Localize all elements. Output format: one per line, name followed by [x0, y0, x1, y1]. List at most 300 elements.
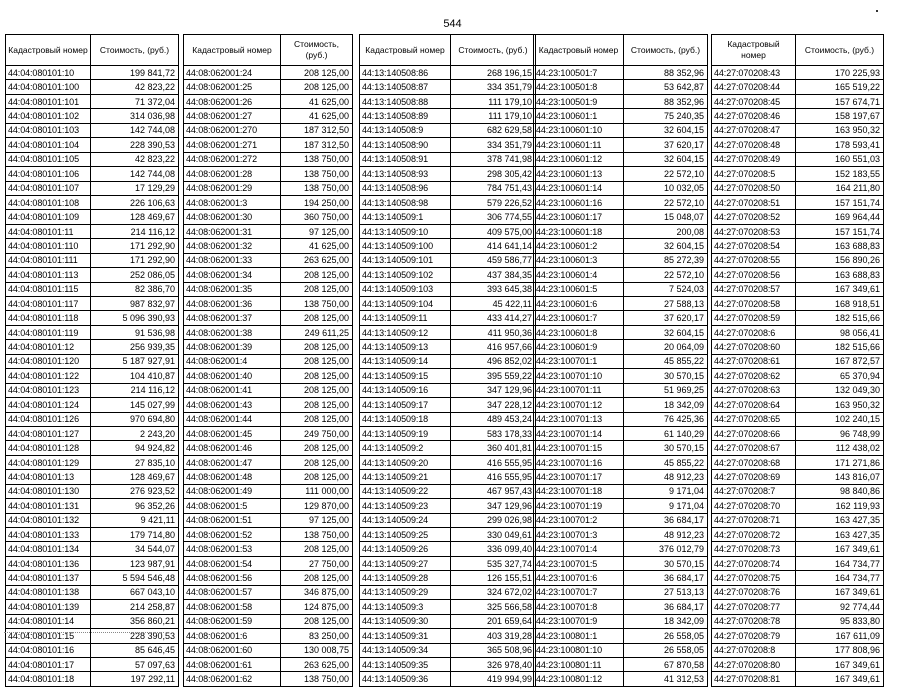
cadastral-number-cell: 44:27:070208:49: [712, 152, 796, 166]
cost-cell: 128 469,67: [91, 210, 179, 224]
cost-cell: 268 196,15: [451, 66, 536, 80]
cost-cell: 5 187 927,91: [91, 354, 179, 368]
cadastral-number-cell: 44:23:100601:13: [534, 167, 624, 181]
cost-cell: 71 372,04: [91, 94, 179, 108]
cadastral-number-cell: 44:08:062001:6: [184, 629, 281, 643]
table-row: [712, 426, 884, 440]
cadastral-number-cell: 44:27:070208:71: [712, 513, 796, 527]
cadastral-number-cell: 44:27:070208:76: [712, 585, 796, 599]
table-row: [534, 311, 708, 325]
cadastral-number-cell: 44:08:062001:26: [184, 94, 281, 108]
cadastral-number-cell: 44:04:080101:100: [6, 80, 91, 94]
table-row: [712, 585, 884, 599]
cadastral-number-cell: 44:27:070208:48: [712, 138, 796, 152]
cadastral-number-cell: 44:13:140508:90: [360, 138, 451, 152]
table-row: [712, 571, 884, 585]
cadastral-number-cell: 44:04:080101:102: [6, 109, 91, 123]
cost-cell: 26 558,05: [624, 643, 708, 657]
cost-cell: 334 351,79: [451, 80, 536, 94]
cadastral-number-cell: 44:13:140509:23: [360, 499, 451, 513]
cost-cell: 208 125,00: [281, 354, 353, 368]
table-row: [184, 66, 353, 80]
table-row: [534, 297, 708, 311]
cost-cell: 22 572,10: [624, 268, 708, 282]
table-row: [184, 181, 353, 195]
cost-cell: 112 438,02: [796, 441, 884, 455]
cadastral-number-cell: 44:08:062001:36: [184, 297, 281, 311]
table-row: [184, 470, 353, 484]
table-row: [360, 585, 536, 599]
cost-cell: 96 352,26: [91, 499, 179, 513]
cadastral-number-cell: 44:13:140509:29: [360, 585, 451, 599]
cost-cell: 395 559,22: [451, 369, 536, 383]
cadastral-number-cell: 44:23:100701:8: [534, 600, 624, 614]
header-cadastral-number: Кадастровый номер: [6, 35, 91, 66]
cadastral-number-cell: 44:13:140509:35: [360, 657, 451, 671]
cadastral-number-cell: 44:13:140509:17: [360, 398, 451, 412]
cost-cell: 27 513,13: [624, 585, 708, 599]
table-row: [6, 66, 179, 80]
cost-cell: 347 129,96: [451, 383, 536, 397]
cost-cell: 330 049,61: [451, 528, 536, 542]
cost-cell: 199 841,72: [91, 66, 179, 80]
table-row: [534, 470, 708, 484]
cost-cell: 393 645,38: [451, 282, 536, 296]
table-row: [184, 268, 353, 282]
cadastral-number-cell: 44:04:080101:10: [6, 66, 91, 80]
table-row: [184, 614, 353, 628]
cadastral-number-cell: 44:23:100601:7: [534, 311, 624, 325]
cadastral-number-cell: 44:13:140509:18: [360, 412, 451, 426]
cost-cell: 208 125,00: [281, 542, 353, 556]
table-row: [360, 528, 536, 542]
cadastral-number-cell: 44:27:070208:63: [712, 383, 796, 397]
table-row: [6, 528, 179, 542]
cost-cell: 157 674,71: [796, 94, 884, 108]
cost-cell: 226 106,63: [91, 195, 179, 209]
table-row: [360, 123, 536, 137]
table-row: [360, 109, 536, 123]
cost-cell: 167 611,09: [796, 629, 884, 643]
table-row: [6, 600, 179, 614]
cost-cell: 467 957,43: [451, 484, 536, 498]
table-row: [712, 340, 884, 354]
cadastral-number-cell: 44:23:100801:12: [534, 672, 624, 686]
table-row: [534, 441, 708, 455]
table-row: [712, 253, 884, 267]
cost-cell: 263 625,00: [281, 253, 353, 267]
cost-cell: 306 774,55: [451, 210, 536, 224]
cadastral-number-cell: 44:13:140509:28: [360, 571, 451, 585]
cadastral-number-cell: 44:08:062001:52: [184, 528, 281, 542]
table-row: [360, 94, 536, 108]
cost-cell: 208 125,00: [281, 340, 353, 354]
cadastral-number-cell: 44:04:080101:111: [6, 253, 91, 267]
table-row: [360, 657, 536, 671]
cadastral-number-cell: 44:27:070208:47: [712, 123, 796, 137]
table-row: [712, 224, 884, 238]
header-cost: Стоимость, (руб.): [451, 35, 536, 66]
table-row: [712, 66, 884, 80]
cost-cell: 36 684,17: [624, 571, 708, 585]
cost-cell: 214 116,12: [91, 383, 179, 397]
cost-cell: 22 572,10: [624, 195, 708, 209]
cost-cell: 138 750,00: [281, 528, 353, 542]
cadastral-number-cell: 44:08:062001:31: [184, 224, 281, 238]
table-row: [184, 354, 353, 368]
cadastral-number-cell: 44:23:100601:4: [534, 268, 624, 282]
table-row: [184, 398, 353, 412]
cadastral-number-cell: 44:08:062001:49: [184, 484, 281, 498]
cadastral-number-cell: 44:13:140509:14: [360, 354, 451, 368]
table-row: [712, 455, 884, 469]
cost-cell: 32 604,15: [624, 325, 708, 339]
cost-cell: 414 641,14: [451, 239, 536, 253]
cost-cell: 163 427,35: [796, 528, 884, 542]
cost-cell: 249 750,00: [281, 426, 353, 440]
cadastral-number-cell: 44:08:062001:272: [184, 152, 281, 166]
cadastral-number-cell: 44:04:080101:129: [6, 455, 91, 469]
table-row: [712, 354, 884, 368]
table-row: [184, 239, 353, 253]
cadastral-number-cell: 44:04:080101:130: [6, 484, 91, 498]
cost-cell: 249 611,25: [281, 325, 353, 339]
cost-cell: 356 860,21: [91, 614, 179, 628]
cadastral-number-cell: 44:27:070208:74: [712, 556, 796, 570]
cadastral-number-cell: 44:08:062001:51: [184, 513, 281, 527]
cost-cell: 682 629,58: [451, 123, 536, 137]
cost-cell: 298 305,42: [451, 167, 536, 181]
cost-cell: 42 823,22: [91, 152, 179, 166]
table-row: [712, 80, 884, 94]
table-row: [712, 470, 884, 484]
table-row: [184, 369, 353, 383]
header-cadastral-number: Кадастровый номер: [712, 35, 796, 66]
cadastral-number-cell: 44:13:140509:19: [360, 426, 451, 440]
cost-cell: 41 312,53: [624, 672, 708, 686]
cost-cell: 167 872,57: [796, 354, 884, 368]
table-row: [6, 224, 179, 238]
table-row: [712, 123, 884, 137]
cadastral-number-cell: 44:23:100701:14: [534, 426, 624, 440]
cost-cell: 784 751,43: [451, 181, 536, 195]
cadastral-number-cell: 44:04:080101:122: [6, 369, 91, 383]
cost-cell: 208 125,00: [281, 614, 353, 628]
cost-cell: 360 750,00: [281, 210, 353, 224]
cost-cell: 168 918,51: [796, 297, 884, 311]
cadastral-number-cell: 44:23:100701:2: [534, 513, 624, 527]
cadastral-table-3: [359, 34, 536, 687]
table-row: [6, 195, 179, 209]
cost-cell: 169 964,44: [796, 210, 884, 224]
table-row: [360, 571, 536, 585]
cost-cell: 263 625,00: [281, 657, 353, 671]
table-row: [360, 268, 536, 282]
cost-cell: 276 923,52: [91, 484, 179, 498]
cadastral-number-cell: 44:08:062001:25: [184, 80, 281, 94]
table-row: [360, 426, 536, 440]
cost-cell: 22 572,10: [624, 167, 708, 181]
table-row: [360, 672, 536, 686]
cadastral-number-cell: 44:08:062001:54: [184, 556, 281, 570]
cadastral-number-cell: 44:23:100601:14: [534, 181, 624, 195]
table-row: [360, 210, 536, 224]
cost-cell: 411 950,36: [451, 325, 536, 339]
cost-cell: 164 734,77: [796, 571, 884, 585]
cadastral-number-cell: 44:23:100701:5: [534, 556, 624, 570]
table-row: [184, 94, 353, 108]
cost-cell: 94 924,82: [91, 441, 179, 455]
table-row: [534, 629, 708, 643]
table-row: [534, 109, 708, 123]
table-row: [184, 123, 353, 137]
table-row: [6, 383, 179, 397]
cadastral-number-cell: 44:27:070208:5: [712, 167, 796, 181]
table-row: [184, 542, 353, 556]
cadastral-number-cell: 44:23:100601:1: [534, 109, 624, 123]
table-row: [184, 441, 353, 455]
cadastral-number-cell: 44:27:070208:72: [712, 528, 796, 542]
cost-cell: 164 734,77: [796, 556, 884, 570]
cadastral-number-cell: 44:13:140509:24: [360, 513, 451, 527]
cost-cell: 65 370,94: [796, 369, 884, 383]
cost-cell: 208 125,00: [281, 412, 353, 426]
cadastral-number-cell: 44:04:080101:137: [6, 571, 91, 585]
cadastral-number-cell: 44:23:100701:10: [534, 369, 624, 383]
cost-cell: 167 349,61: [796, 585, 884, 599]
cadastral-number-cell: 44:08:062001:37: [184, 311, 281, 325]
table-row: [6, 80, 179, 94]
cost-cell: 128 469,67: [91, 470, 179, 484]
cost-cell: 5 594 546,48: [91, 571, 179, 585]
cost-cell: 157 151,74: [796, 224, 884, 238]
cadastral-number-cell: 44:08:062001:5: [184, 499, 281, 513]
cadastral-number-cell: 44:27:070208:75: [712, 571, 796, 585]
cadastral-number-cell: 44:08:062001:29: [184, 181, 281, 195]
cost-cell: 228 390,53: [91, 629, 179, 643]
cost-cell: 97 125,00: [281, 224, 353, 238]
table-row: [6, 556, 179, 570]
cost-cell: 96 748,99: [796, 426, 884, 440]
cost-cell: 95 833,80: [796, 614, 884, 628]
table-row: [6, 513, 179, 527]
cadastral-number-cell: 44:27:070208:59: [712, 311, 796, 325]
table-row: [360, 282, 536, 296]
cost-cell: 85 272,39: [624, 253, 708, 267]
cadastral-number-cell: 44:23:100601:8: [534, 325, 624, 339]
cadastral-number-cell: 44:23:100801:11: [534, 657, 624, 671]
cadastral-number-cell: 44:08:062001:41: [184, 383, 281, 397]
table-row: [360, 600, 536, 614]
table-row: [712, 657, 884, 671]
table-row: [6, 340, 179, 354]
footer-line: [4, 632, 164, 636]
cost-cell: 18 342,09: [624, 614, 708, 628]
table-row: [712, 441, 884, 455]
cadastral-number-cell: 44:04:080101:13: [6, 470, 91, 484]
table-row: [534, 657, 708, 671]
table-row: [534, 585, 708, 599]
table-row: [6, 210, 179, 224]
cost-cell: 416 957,66: [451, 340, 536, 354]
cadastral-number-cell: 44:04:080101:16: [6, 643, 91, 657]
cost-cell: 163 950,32: [796, 398, 884, 412]
table-row: [184, 585, 353, 599]
cost-cell: 111 179,10: [451, 94, 536, 108]
table-row: [6, 657, 179, 671]
cost-cell: 163 427,35: [796, 513, 884, 527]
table-row: [184, 325, 353, 339]
cost-cell: 433 414,27: [451, 311, 536, 325]
cadastral-number-cell: 44:27:070208:62: [712, 369, 796, 383]
cadastral-number-cell: 44:04:080101:127: [6, 426, 91, 440]
table-row: [712, 195, 884, 209]
table-row: [712, 282, 884, 296]
cost-cell: 97 125,00: [281, 513, 353, 527]
scan-speck: [876, 10, 878, 12]
cost-cell: 326 978,40: [451, 657, 536, 671]
table-row: [184, 138, 353, 152]
table-row: [534, 672, 708, 686]
cost-cell: 32 604,15: [624, 123, 708, 137]
cost-cell: 102 240,15: [796, 412, 884, 426]
cost-cell: 163 950,32: [796, 123, 884, 137]
cadastral-number-cell: 44:27:070208:46: [712, 109, 796, 123]
table-row: [712, 383, 884, 397]
table-row: [712, 556, 884, 570]
cadastral-number-cell: 44:27:070208:51: [712, 195, 796, 209]
table-row: [534, 542, 708, 556]
table-row: [184, 152, 353, 166]
table-row: [184, 629, 353, 643]
cadastral-number-cell: 44:23:100801:10: [534, 643, 624, 657]
cost-cell: 416 555,95: [451, 470, 536, 484]
cadastral-number-cell: 44:27:070208:45: [712, 94, 796, 108]
cost-cell: 42 823,22: [91, 80, 179, 94]
cost-cell: 82 386,70: [91, 282, 179, 296]
table-row: [712, 412, 884, 426]
table-row: [712, 167, 884, 181]
cadastral-number-cell: 44:04:080101:110: [6, 239, 91, 253]
table-row: [360, 398, 536, 412]
cost-cell: 324 672,02: [451, 585, 536, 599]
table-row: [6, 484, 179, 498]
cadastral-number-cell: 44:13:140508:96: [360, 181, 451, 195]
cost-cell: 163 688,83: [796, 268, 884, 282]
cadastral-number-cell: 44:04:080101:106: [6, 167, 91, 181]
cost-cell: 76 425,36: [624, 412, 708, 426]
header-cost: Стоимость, (руб.): [796, 35, 884, 66]
cost-cell: 171 292,90: [91, 239, 179, 253]
table-row: [712, 297, 884, 311]
table-row: [712, 542, 884, 556]
cost-cell: 347 129,96: [451, 499, 536, 513]
cost-cell: 165 519,22: [796, 80, 884, 94]
cost-cell: 228 390,53: [91, 138, 179, 152]
table-row: [6, 181, 179, 195]
cadastral-number-cell: 44:27:070208:79: [712, 629, 796, 643]
cadastral-number-cell: 44:13:140509:3: [360, 600, 451, 614]
cadastral-number-cell: 44:13:140509:22: [360, 484, 451, 498]
table-row: [184, 484, 353, 498]
cost-cell: 98 840,86: [796, 484, 884, 498]
table-row: [360, 66, 536, 80]
cost-cell: 129 870,00: [281, 499, 353, 513]
cost-cell: 314 036,98: [91, 109, 179, 123]
cost-cell: 164 211,80: [796, 181, 884, 195]
table-row: [712, 513, 884, 527]
cadastral-number-cell: 44:23:100701:3: [534, 528, 624, 542]
table-row: [360, 643, 536, 657]
cadastral-number-cell: 44:08:062001:270: [184, 123, 281, 137]
cost-cell: 171 271,86: [796, 455, 884, 469]
cadastral-number-cell: 44:27:070208:68: [712, 455, 796, 469]
cadastral-number-cell: 44:08:062001:30: [184, 210, 281, 224]
table-row: [6, 311, 179, 325]
cost-cell: 179 714,80: [91, 528, 179, 542]
table-row: [360, 80, 536, 94]
table-row: [184, 311, 353, 325]
cadastral-number-cell: 44:27:070208:70: [712, 499, 796, 513]
table-row: [6, 282, 179, 296]
cost-cell: 496 852,02: [451, 354, 536, 368]
table-row: [534, 181, 708, 195]
cost-cell: 75 240,35: [624, 109, 708, 123]
table-row: [534, 614, 708, 628]
table-row: [360, 441, 536, 455]
cadastral-number-cell: 44:23:100601:18: [534, 224, 624, 238]
table-row: [534, 138, 708, 152]
cost-cell: 91 536,98: [91, 325, 179, 339]
cadastral-number-cell: 44:27:070208:56: [712, 268, 796, 282]
cost-cell: 132 049,30: [796, 383, 884, 397]
table-row: [712, 672, 884, 686]
cost-cell: 98 056,41: [796, 325, 884, 339]
table-row: [6, 354, 179, 368]
cost-cell: 299 026,98: [451, 513, 536, 527]
cost-cell: 416 555,95: [451, 455, 536, 469]
table-row: [6, 499, 179, 513]
cadastral-number-cell: 44:23:100601:17: [534, 210, 624, 224]
cadastral-number-cell: 44:13:140508:86: [360, 66, 451, 80]
cadastral-number-cell: 44:13:140509:1: [360, 210, 451, 224]
cadastral-number-cell: 44:04:080101:124: [6, 398, 91, 412]
table-row: [360, 325, 536, 339]
table-row: [360, 152, 536, 166]
cost-cell: 2 243,20: [91, 426, 179, 440]
table-row: [360, 412, 536, 426]
cadastral-number-cell: 44:04:080101:131: [6, 499, 91, 513]
table-row: [184, 513, 353, 527]
cadastral-number-cell: 44:04:080101:134: [6, 542, 91, 556]
table-row: [712, 499, 884, 513]
table-row: [534, 340, 708, 354]
table-row: [184, 224, 353, 238]
cadastral-number-cell: 44:23:100701:12: [534, 398, 624, 412]
table-row: [534, 600, 708, 614]
table-row: [360, 354, 536, 368]
table-row: [712, 614, 884, 628]
table-row: [6, 325, 179, 339]
cost-cell: 138 750,00: [281, 152, 353, 166]
cadastral-number-cell: 44:08:062001:27: [184, 109, 281, 123]
table-row: [6, 253, 179, 267]
cost-cell: 214 258,87: [91, 600, 179, 614]
cadastral-number-cell: 44:08:062001:33: [184, 253, 281, 267]
cost-cell: 53 642,87: [624, 80, 708, 94]
table-row: [712, 398, 884, 412]
cost-cell: 9 171,04: [624, 499, 708, 513]
